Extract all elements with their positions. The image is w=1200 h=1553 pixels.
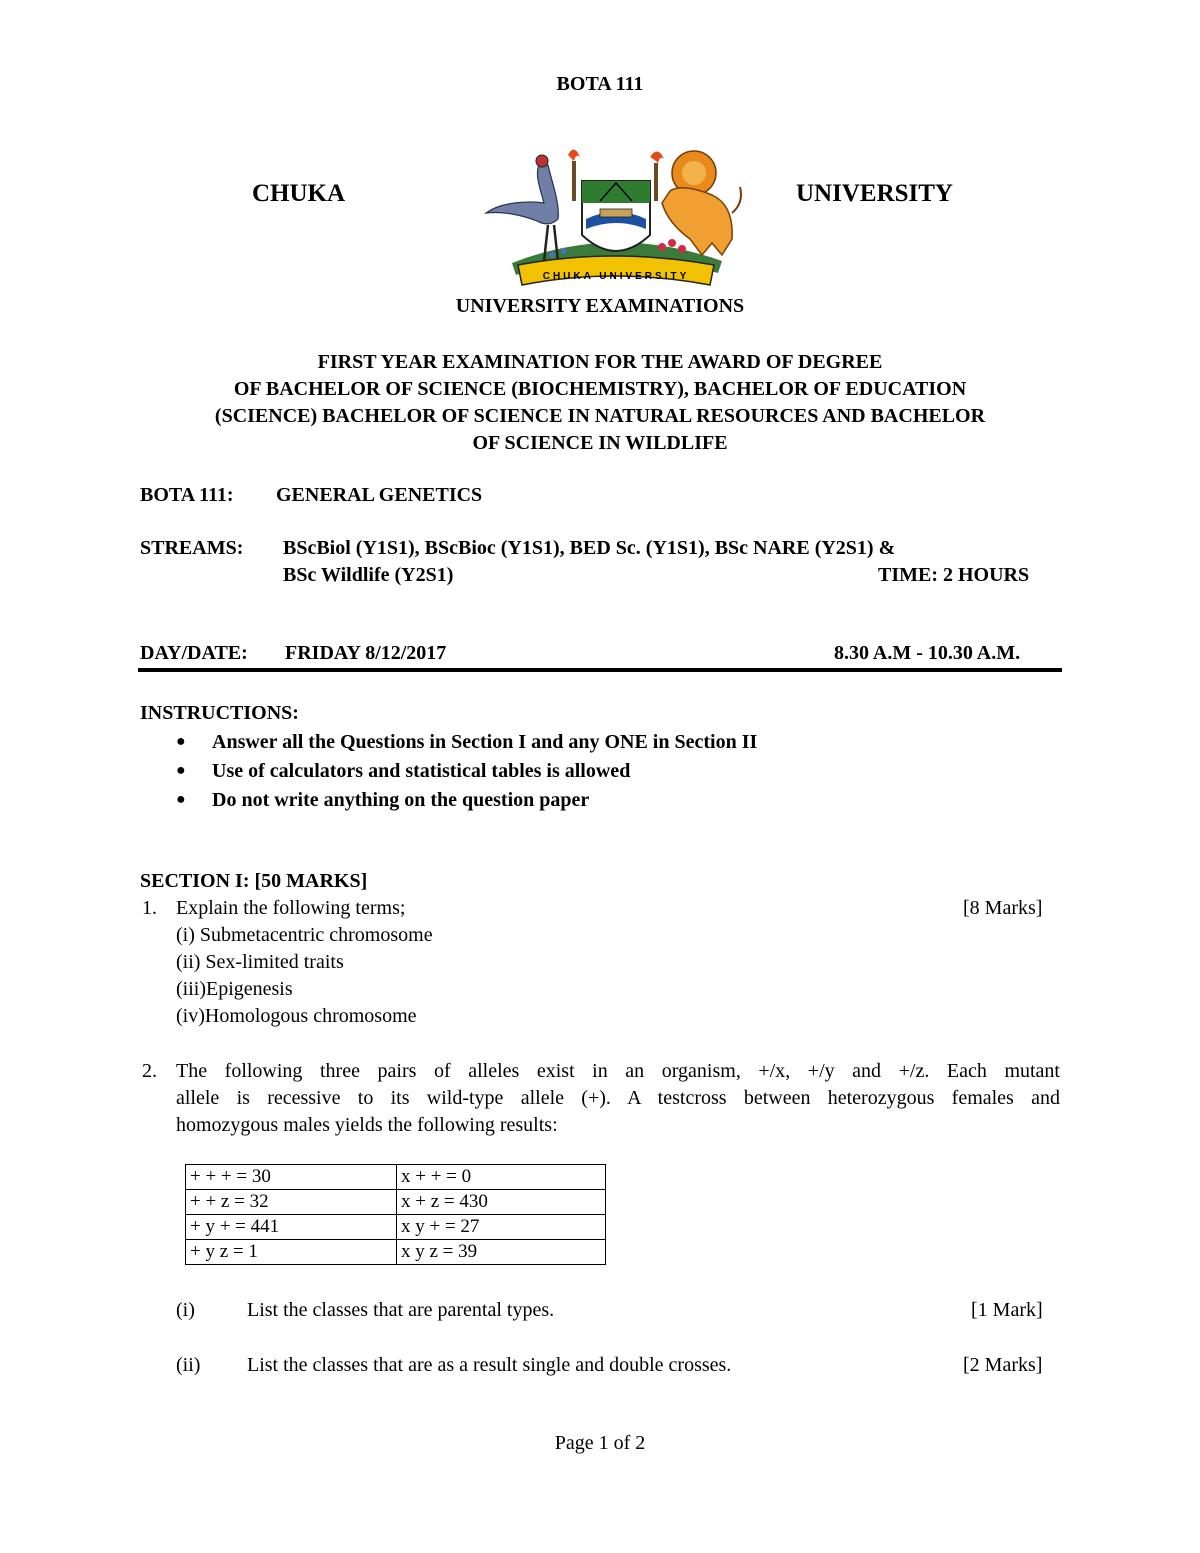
shield-icon xyxy=(582,181,650,251)
university-logo xyxy=(482,143,746,288)
table-cell: + y + = 441 xyxy=(186,1215,397,1240)
streams-line-1: BScBiol (Y1S1), BScBioc (Y1S1), BED Sc. (Y1S1), BSc NARE (Y2S1) & xyxy=(283,537,896,559)
degree-line-1: FIRST YEAR EXAMINATION FOR THE AWARD OF DEGREE xyxy=(317,351,883,373)
exam-title: UNIVERSITY EXAMINATIONS xyxy=(455,295,745,317)
table-cell: x + z = 430 xyxy=(397,1190,606,1215)
bullet-icon: ● xyxy=(176,733,186,750)
exam-time-range: 8.30 A.M - 10.30 A.M. xyxy=(834,642,1021,664)
instruction-item: Use of calculators and statistical tables is allowed xyxy=(212,760,631,782)
instruction-item: Do not write anything on the question paper xyxy=(212,789,590,811)
subquestion-text: List the classes that are parental types. xyxy=(247,1299,555,1321)
subquestion-label: (ii) xyxy=(176,1354,201,1376)
streams-line-2: BSc Wildlife (Y2S1) xyxy=(283,564,454,586)
degree-line-3: (SCIENCE) BACHELOR OF SCIENCE IN NATURAL RESOURCES AND BACHELOR xyxy=(214,405,986,427)
subquestion-marks: [2 Marks] xyxy=(963,1354,1043,1376)
term-item: (iv)Homologous chromosome xyxy=(176,1005,417,1027)
term-item: (i) Submetacentric chromosome xyxy=(176,924,433,946)
degree-line-4: OF SCIENCE IN WILDLIFE xyxy=(472,432,728,454)
course-code-header: BOTA 111 xyxy=(556,73,644,95)
subquestion-label: (i) xyxy=(176,1299,195,1321)
bullet-icon: ● xyxy=(176,762,186,779)
bullet-icon: ● xyxy=(176,791,186,808)
table-cell: x + + = 0 xyxy=(397,1165,606,1190)
course-label: BOTA 111: xyxy=(140,484,234,506)
table-cell: + + + = 30 xyxy=(186,1165,397,1190)
term-item: (ii) Sex-limited traits xyxy=(176,951,344,973)
question-number: 1. xyxy=(142,897,157,919)
subquestion-text: List the classes that are as a result single and double crosses. xyxy=(247,1354,732,1376)
table-cell: x y z = 39 xyxy=(397,1240,606,1265)
exam-duration: TIME: 2 HOURS xyxy=(878,564,1030,586)
course-name: GENERAL GENETICS xyxy=(276,484,483,506)
streams-label: STREAMS: xyxy=(140,537,244,559)
subquestion-marks: [1 Mark] xyxy=(971,1299,1043,1321)
university-name-left: CHUKA xyxy=(252,180,346,207)
question-text-line-3: homozygous males yields the following results: xyxy=(176,1114,558,1136)
daydate-label: DAY/DATE: xyxy=(140,642,248,664)
logo-banner-text: CHUKA UNIVERSITY xyxy=(542,271,690,282)
crane-bird-icon xyxy=(486,155,558,261)
table-cell: + + z = 32 xyxy=(186,1190,397,1215)
table-row xyxy=(186,1215,606,1240)
table-cell: x y + = 27 xyxy=(397,1215,606,1240)
table-row xyxy=(186,1165,606,1190)
table-cell: + y z = 1 xyxy=(186,1240,397,1265)
testcross-results-table xyxy=(185,1164,606,1265)
instruction-item: Answer all the Questions in Section I and any ONE in Section II xyxy=(212,731,758,753)
degree-line-2: OF BACHELOR OF SCIENCE (BIOCHEMISTRY), BACHELOR OF EDUCATION xyxy=(233,378,967,400)
question-text-line-2: allele is recessive to its wild-type allele (+). A testcross between heterozygous females and xyxy=(176,1087,1060,1109)
table-row xyxy=(186,1190,606,1215)
daydate-value: FRIDAY 8/12/2017 xyxy=(285,642,447,664)
question-text-line-1: The following three pairs of alleles exist in an organism, +/x, +/y and +/z. Each mutant xyxy=(176,1060,1060,1082)
lion-icon xyxy=(662,151,741,255)
header-divider xyxy=(138,668,1062,672)
page-number: Page 1 of 2 xyxy=(554,1432,646,1454)
instructions-heading: INSTRUCTIONS: xyxy=(140,702,299,724)
term-item: (iii)Epigenesis xyxy=(176,978,293,1000)
table-row xyxy=(186,1240,606,1265)
question-number: 2. xyxy=(142,1060,157,1082)
section-heading: SECTION I: [50 MARKS] xyxy=(140,870,368,892)
university-name-right: UNIVERSITY xyxy=(796,180,953,207)
question-text: Explain the following terms; xyxy=(176,897,406,919)
question-marks: [8 Marks] xyxy=(963,897,1043,919)
